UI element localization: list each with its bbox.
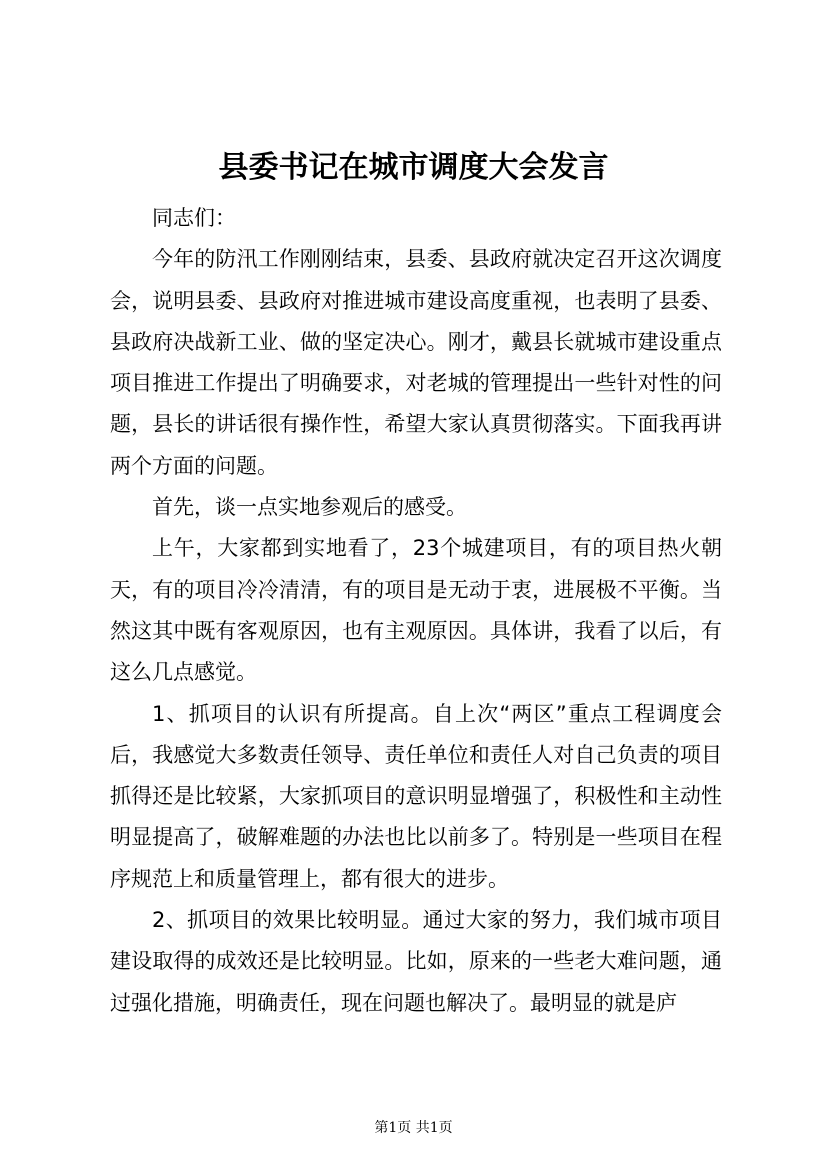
body-paragraph: 上午，大家都到实地看了，23个城建项目，有的项目热火朝天，有的项目冷冷清清，有的项目是无动于衷，进展极不平衡。当然这其中既有客观原因，也有主观原因。具体讲，我看了以后，有这么几点感觉。 xyxy=(110,536,722,685)
salutation-paragraph: 同志们： xyxy=(152,206,236,230)
body-paragraph: 今年的防汛工作刚刚结束，县委、县政府就决定召开这次调度会，说明县委、县政府对推进城市建设高度重视，也表明了县委、县政府决战新工业、做的坚定决心。刚才，戴县长就城市建设重点项目推进工作提出了明确要求，对老城的管理提出一些针对性的问题，县长的讲话很有操作性，希望大家认真贯彻落实。下面我再讲两个方面的问题。 xyxy=(110,247,722,478)
body-paragraph: 2、抓项目的效果比较明显。通过大家的努力，我们城市项目建设取得的成效还是比较明显。比如，原来的一些老大难问题，通过强化措施，明确责任，现在问题也解决了。最明显的就是庐 xyxy=(110,908,722,1015)
document-title: 县委书记在城市调度大会发言 xyxy=(218,150,609,185)
page-number-footer: 第1页 共1页 xyxy=(374,1120,453,1136)
document-body xyxy=(110,198,722,1024)
body-paragraph: 首先，谈一点实地参观后的感受。 xyxy=(152,495,467,520)
body-paragraph: 1、抓项目的认识有所提高。自上次“两区”重点工程调度会后，我感觉大多数责任领导、责任单位和责任人对自己负责的项目抓得还是比较紧，大家抓项目的意识明显增强了，积极性和主动性明显提高了，破解难题的办法也比以前多了。特别是一些项目在程序规范上和质量管理上，都有很大的进步。 xyxy=(110,701,722,891)
